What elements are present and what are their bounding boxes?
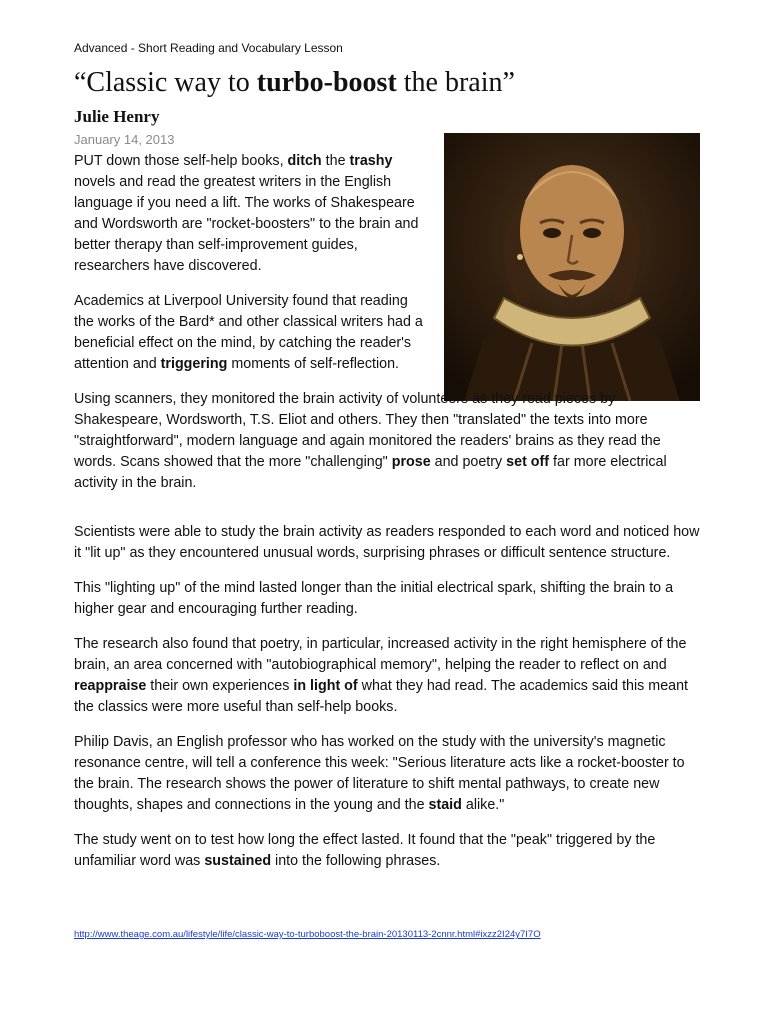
lesson-header: Advanced - Short Reading and Vocabulary Lesson — [74, 41, 343, 55]
text: Philip Davis, an English professor who has worked on the study with the university's magnetic resonance centre, will tell a conference this week: "Serious literature acts like a rocket-booster to the brain. The research shows the power of literature to shift mental pathways, to create new thoughts, shapes and connections in the young and the — [74, 734, 685, 813]
text: The study went on to test how long the effect lasted. It found that the "peak" triggered by the unfamiliar word was — [74, 832, 656, 869]
text: what they had read. The academics said this meant the classics were more useful than self-help books. — [74, 678, 689, 715]
vocab-trashy: trashy — [349, 153, 393, 169]
vocab-set-off: set off — [506, 454, 550, 470]
vocab-sustained: sustained — [204, 853, 272, 869]
text: The research also found that poetry, in particular, increased activity in the right hemisphere of the brain, an area concerned with "autobiographical memory", helping the reader to reflect on and — [74, 636, 687, 673]
text: alike." — [461, 797, 505, 813]
vocab-prose: prose — [391, 454, 431, 470]
vocab-ditch: ditch — [287, 153, 322, 169]
paragraph-3 — [74, 389, 704, 494]
vocab-triggering: triggering — [160, 356, 228, 372]
title-part: “Classic way to — [74, 67, 257, 98]
text: Academics at Liverpool University found that reading the works of the Bard* and other classical writers had a beneficial effect on the mind, by catching the reader's attention and — [74, 293, 423, 372]
text: the — [321, 153, 350, 169]
paragraph-7 — [74, 732, 704, 816]
text: far more electrical activity in the brain. — [74, 454, 667, 491]
paragraph-8 — [74, 830, 704, 872]
vocab-staid: staid — [428, 797, 462, 813]
text: their own experiences — [146, 678, 294, 694]
paragraph-4: Scientists were able to study the brain activity as readers responded to each word and noticed how it "lit up" as they encountered unusual words, surprising phrases or difficult sentence structure. — [74, 524, 700, 561]
publish-date: January 14, 2013 — [74, 132, 175, 147]
text: and poetry — [430, 454, 507, 470]
article-body — [74, 151, 704, 886]
paragraph-5: This "lighting up" of the mind lasted longer than the initial electrical spark, shifting the brain to a higher gear and encouraging further reading. — [74, 580, 674, 617]
vocab-in-light-of: in light of — [293, 678, 358, 694]
paragraph-1 — [74, 151, 430, 277]
text: Using scanners, they monitored the brain activity of volunteers as they read pieces by Shakespeare, Wordsworth, T.S. Eliot and others. They then "translated" the texts into more "straightforward", modern language and again monitored the readers' brains as they read the words. Scans showed that the more "challenging" — [74, 391, 661, 470]
paragraph-2 — [74, 291, 430, 375]
vocab-reappraise: reappraise — [74, 678, 147, 694]
paragraph-6 — [74, 634, 704, 718]
article-title — [74, 66, 754, 100]
author-name: Julie Henry — [74, 107, 160, 126]
title-part: the brain” — [396, 67, 515, 98]
text: novels and read the greatest writers in the English language if you need a lift. The works of Shakespeare and Wordsworth are "rocket-boosters" to the brain and better therapy than self-improvement guides, researchers have discovered. — [74, 174, 419, 274]
source-link[interactable]: http://www.theage.com.au/lifestyle/life/classic-way-to-turboboost-the-brain-20130113-2cnnr.html#ixzz2I24y7I7O — [74, 929, 541, 940]
text: moments of self-reflection. — [227, 356, 400, 372]
text: into the following phrases. — [271, 853, 441, 869]
title-bold-word: turbo-boost — [256, 67, 397, 98]
text: PUT down those self-help books, — [74, 153, 288, 169]
